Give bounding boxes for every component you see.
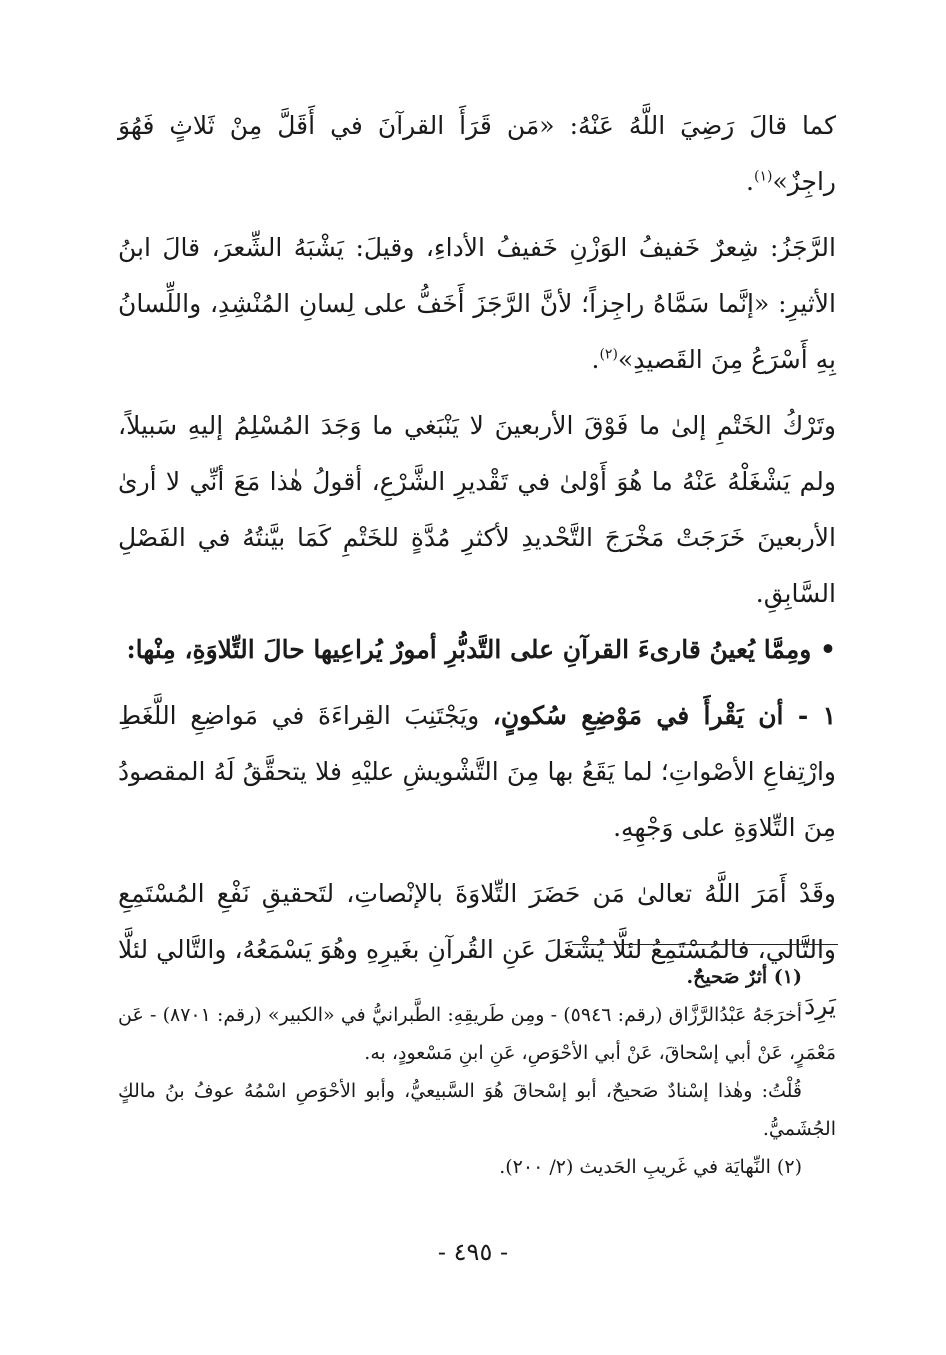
quote-text: كما قالَ رَضِيَ اللَّهُ عَنْهُ: «مَن قَرَأَ القرآنَ في أَقَلَّ مِنْ ثَلاثٍ فَهُوَ راجِزٌ» [118,111,836,196]
page-number: - ٤٩٥ - [437,1238,509,1266]
list-item-1-heading: ١ - أن يَقْرأَ في مَوْضِعِ سُكونٍ، [492,701,836,730]
footnote-1-title: (١) أثرٌ صَحيحٌ. [686,966,802,988]
main-text [118,98,836,1034]
paragraph-quote [118,98,836,210]
footnotes [118,958,836,1186]
paragraph-rajaz-definition [118,220,836,388]
footnote-ref-1[interactable]: (١) [753,168,773,185]
list-item-1-body: ويَجْتَنِبَ القِراءَةَ في مَواضِعِ اللَّغَطِ وارْتِفاعِ الأصْواتِ؛ لما يَقَعُ بها مِنَ التَّشْويشِ عليْهِ فلا يتحقَّقُ لَهُ المقصودُ مِنَ التِّلاوَةِ على وَجْهِهِ. [118,701,836,842]
paragraph-listening: وقَدْ أَمَرَ اللَّهُ تعالىٰ مَن حَضَرَ التِّلاوَةَ بالإنْصاتِ، لتَحقيقِ نَفْعِ المُسْتَمِعِ والتَّالي، فالمُسْتَمِعُ لئلَّا يُشْغَلَ عَنِ القُرآنِ بغَيرِهِ وهُوَ يَسْمَعُهُ، والتَّالي لئلَّا يَرِدَ [118,879,836,1020]
footnote-1-text: أخرَجَهُ عَبْدُالرَّزَّاق (رقم: ٥٩٤٦) - ومِن طَريقِهِ: الطَّبرانيُّ في «الكبير» (رقم: ٨٧٠١) - عَن مَعْمَرٍ، عَنْ أبي إسْحاقَ، عَنْ أبي الأحْوَصِ، عَنِ ابنِ مَسْعودٍ، به. [118,1004,836,1064]
paragraph-khatm: وتَرْكُ الخَتْمِ إلىٰ ما فَوْقَ الأربعينَ لا يَنْبَغي ما وَجَدَ المُسْلِمُ إليهِ سَبيلاً، ولم يَشْغَلْهُ عَنْهُ ما هُوَ أَوْلىٰ في تَقْديرِ الشَّرْعِ، أقولُ هٰذا مَعَ أنِّي لا أرىٰ الأربعينَ خَرَجَتْ مَخْرَجَ التَّحْديدِ لأكثرِ مُدَّةٍ للخَتْمِ كَمَا بيَّنتُهُ في الفَصْلِ السَّابِقِ. [118,411,836,608]
footnote-2: (٢) النِّهايَة في غَريبِ الحَديث (٢/ ٢٠٠). [499,1156,802,1178]
rajaz-end: . [591,345,600,374]
list-item-1 [118,688,836,856]
bullet-heading: • ومِمَّا يُعينُ قارىءَ القرآنِ على التَّدبُّرِ أمورٌ يُراعِيها حالَ التِّلاوَةِ، مِنْها: [126,635,836,664]
footnote-divider [572,944,838,945]
footnote-ref-2[interactable]: (٢) [599,346,618,363]
footnote-1-note: قُلْتُ: وهٰذا إسْنادٌ صَحيحٌ، أبو إسْحاقَ هُوَ السَّبيعيُّ، وأبو الأحْوَصِ اسْمُهُ عوفُ بنُ مالكٍ الجُشَميُّ. [118,1080,836,1140]
quote-end: . [746,167,754,196]
rajaz-text: الرَّجَزُ: شِعرٌ خَفيفُ الوَزْنِ خَفيفُ الأداءِ، وقيلَ: يَشْبَهُ الشِّعرَ، قالَ ابنُ الأثيرِ: «إنَّما سَمَّاهُ راجِزاً؛ لأنَّ الرَّجَزَ أَخَفُّ على لِسانِ المُنْشِدِ، واللِّسانُ بِهِ أَسْرَعُ مِنَ القَصيدِ» [118,233,836,374]
